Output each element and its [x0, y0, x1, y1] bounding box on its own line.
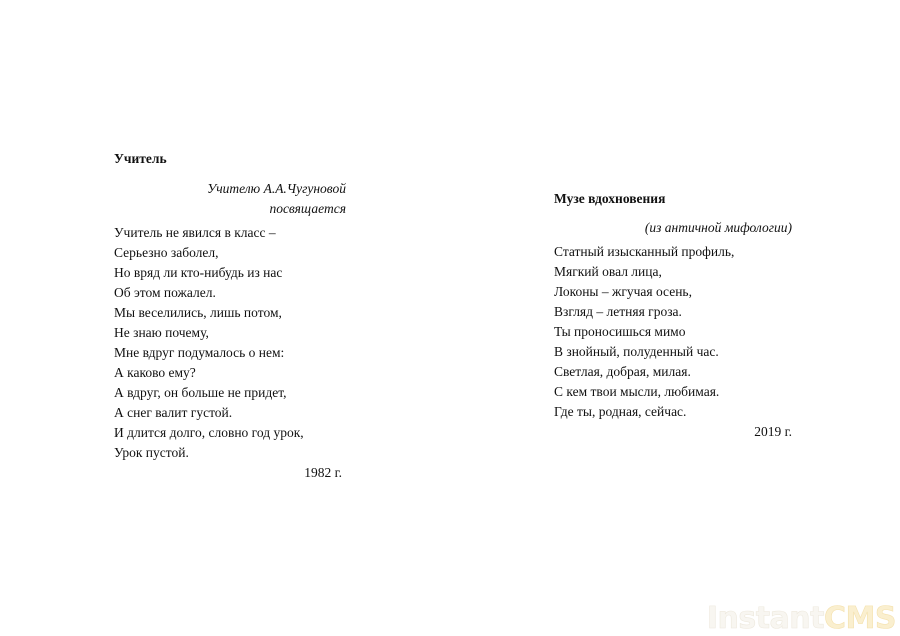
verse-line: И длится долго, словно год урок, [114, 425, 304, 440]
verse-line: А вдруг, он больше не придет, [114, 385, 287, 400]
verse-line: Учитель не явился в класс – [114, 225, 276, 240]
verse-line: Светлая, добрая, милая. [554, 364, 691, 379]
left-poem-stanza [114, 223, 346, 463]
right-poem-year: 2019 г. [754, 424, 792, 439]
verse-line: Не знаю почему, [114, 325, 209, 340]
left-poem-year: 1982 г. [304, 465, 342, 480]
verse-line: Серьезно заболел, [114, 245, 219, 260]
verse-line: Статный изысканный профиль, [554, 244, 735, 259]
verse-line: Локоны – жгучая осень, [554, 284, 692, 299]
verse-line: Но вряд ли кто-нибудь из нас [114, 265, 283, 280]
epigraph-line: посвящается [269, 201, 346, 216]
verse-line: Урок пустой. [114, 445, 189, 460]
left-poem-title: Учитель [114, 151, 167, 166]
verse-line: С кем твои мысли, любимая. [554, 384, 720, 399]
watermark-text: CMS [824, 601, 896, 636]
verse-line: Мне вдруг подумалось о нем: [114, 345, 285, 360]
verse-line: Взгляд – летняя гроза. [554, 304, 682, 319]
watermark-logo [706, 601, 896, 636]
verse-line: А каково ему? [114, 365, 196, 380]
left-poem-epigraph [114, 179, 346, 219]
watermark-text: Instant [706, 601, 825, 636]
verse-line: Ты проносишься мимо [554, 324, 686, 339]
right-poem-title: Музе вдохновения [554, 191, 666, 206]
right-poem-stanza [554, 242, 794, 422]
right-poem [554, 190, 794, 442]
verse-line: В знойный, полуденный час. [554, 344, 719, 359]
right-poem-epigraph: (из античной мифологии) [644, 220, 792, 235]
verse-line: Мы веселились, лишь потом, [114, 305, 282, 320]
left-poem [114, 150, 346, 483]
verse-line: Где ты, родная, сейчас. [554, 404, 687, 419]
verse-line: Об этом пожалел. [114, 285, 216, 300]
epigraph-line: Учителю А.А.Чугуновой [207, 181, 346, 196]
verse-line: Мягкий овал лица, [554, 264, 662, 279]
verse-line: А снег валит густой. [114, 405, 233, 420]
